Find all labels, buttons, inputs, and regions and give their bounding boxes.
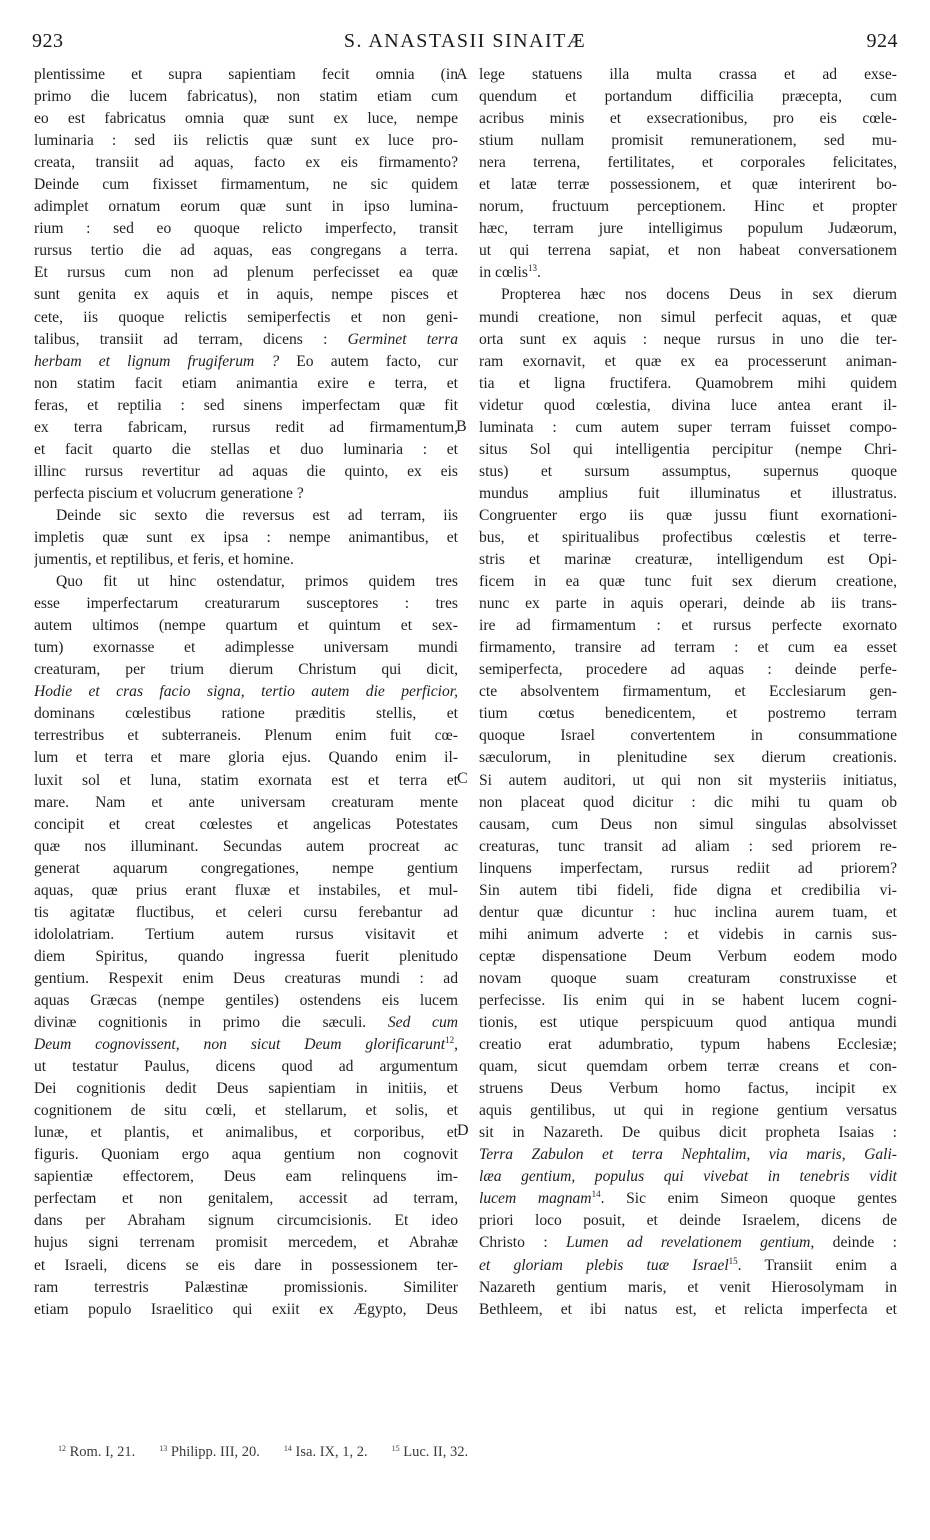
text-run: cognitionem de situ cœli, et stellarum, et solis, et bbox=[34, 1102, 458, 1120]
text-run: Deinde sic sexto die reversus est ad terram, iis bbox=[56, 506, 458, 524]
text-line bbox=[34, 1255, 458, 1277]
text-run: creatio erat adumbratio, typum habens Ecclesiæ; bbox=[479, 1036, 897, 1054]
text-run: deinde : bbox=[814, 1234, 897, 1252]
text-line bbox=[479, 483, 897, 505]
text-line bbox=[34, 858, 458, 880]
text-line bbox=[479, 152, 897, 174]
footnotes bbox=[58, 1444, 890, 1466]
footnote-text: Isa. IX, 1, 2. bbox=[291, 1444, 368, 1460]
text-line bbox=[34, 549, 458, 571]
text-run: sunt genita ex aquis et in aquis, nempe pisces et bbox=[34, 286, 458, 304]
text-run: et Israeli, dicens se eis dare in possessionem ter- bbox=[34, 1256, 458, 1274]
text-line bbox=[34, 329, 458, 351]
text-run: nera terrena, fertilitates, et corporales felicitates, bbox=[479, 154, 897, 172]
text-line bbox=[479, 307, 897, 329]
margin-marker-d: D bbox=[457, 1122, 469, 1139]
text-line bbox=[34, 373, 458, 395]
text-line bbox=[479, 218, 897, 240]
text-line bbox=[34, 880, 458, 902]
text-run: . bbox=[536, 264, 541, 282]
text-line bbox=[479, 549, 897, 571]
text-run: idololatriam. Tertium autem rursus visitavit et bbox=[34, 925, 458, 943]
text-run: Dei cognitionis dedit Deus sapientiam in initiis, et bbox=[34, 1080, 458, 1098]
footnote-ref: 12 bbox=[445, 1035, 455, 1046]
footnote bbox=[58, 1444, 135, 1460]
text-line bbox=[479, 417, 897, 439]
text-run: et facit quarto die stellas et duo luminaria : et bbox=[34, 440, 458, 458]
text-line bbox=[479, 880, 897, 902]
text-line bbox=[34, 262, 458, 284]
text-line bbox=[34, 571, 458, 593]
page-number-right: 924 bbox=[866, 30, 898, 52]
footnote-number: 13 bbox=[159, 1444, 168, 1453]
text-line bbox=[34, 284, 458, 306]
footnote-number: 14 bbox=[283, 1444, 292, 1453]
text-line bbox=[479, 461, 897, 483]
text-run: aquas, quæ prius erant fluxæ et instabiles, et mul- bbox=[34, 881, 458, 899]
text-line bbox=[479, 351, 897, 373]
text-line bbox=[34, 1277, 458, 1299]
footnote-ref: 13 bbox=[527, 263, 537, 274]
text-run: Deinde cum fixisset firmamentum, ne sic quidem bbox=[34, 176, 458, 194]
text-line bbox=[34, 174, 458, 196]
text-line bbox=[479, 946, 897, 968]
text-run: acribus minis et exsecrationibus, pro eis cœle- bbox=[479, 110, 897, 128]
text-run: quam, sicut quemdam orbem terræ creans et con- bbox=[479, 1058, 897, 1076]
text-run: luxit sol et luna, statim exornata est et terra et bbox=[34, 771, 458, 789]
text-line bbox=[34, 924, 458, 946]
text-line bbox=[479, 1122, 897, 1144]
text-run: Bethleem, et ibi natus est, et relicta imperfecta et bbox=[479, 1300, 897, 1318]
text-line bbox=[34, 1122, 458, 1144]
text-line bbox=[34, 417, 458, 439]
text-line bbox=[34, 152, 458, 174]
text-line bbox=[479, 725, 897, 747]
footnote-ref: 15 bbox=[728, 1255, 738, 1266]
text-run: tia et ligna fructifera. Quamobrem mihi quidem bbox=[479, 374, 897, 392]
text-line bbox=[34, 902, 458, 924]
text-run: in cœlis bbox=[479, 264, 528, 282]
text-run: ut testatur Paulus, dicens quod ad argumentum bbox=[34, 1058, 458, 1076]
text-run: bus, et spiritualibus profectibus cœlestis et terre- bbox=[479, 528, 897, 546]
italic-quotation: et gloriam plebis tuæ Israel bbox=[479, 1256, 729, 1274]
text-line bbox=[34, 1034, 458, 1056]
text-line bbox=[34, 351, 458, 373]
text-run: eo est fabricatus omnia quæ sunt ex luce, nempe bbox=[34, 110, 458, 128]
text-line bbox=[34, 1012, 458, 1034]
text-run: novam quoque suam creaturam construxisse et bbox=[479, 969, 897, 987]
text-run: cete, iis quoque relictis semiperfectis et non geni- bbox=[34, 308, 458, 326]
text-run: ram terrestris Palæstinæ promissionis. Similiter bbox=[34, 1278, 458, 1296]
footnote bbox=[159, 1444, 260, 1460]
text-run: Eo autem facto, cur bbox=[279, 352, 458, 370]
text-run: non placeat quod dicitur : dic mihi tu quam ob bbox=[479, 793, 897, 811]
text-run: Propterea hæc nos docens Deus in sex dierum bbox=[501, 286, 897, 304]
text-line bbox=[34, 615, 458, 637]
text-line bbox=[34, 836, 458, 858]
text-line bbox=[479, 792, 897, 814]
text-line bbox=[34, 86, 458, 108]
text-line bbox=[34, 439, 458, 461]
text-line bbox=[479, 968, 897, 990]
text-line bbox=[479, 902, 897, 924]
text-run: priori loco posuit, et deinde Israelem, dicens de bbox=[479, 1212, 897, 1230]
text-run: et latæ terræ possessionem, et quæ interirent bo- bbox=[479, 176, 897, 194]
text-run: rursus tertio die ad aquas, eas congregans a terra. bbox=[34, 242, 458, 260]
text-run: orta sunt ex aquis : neque rursus in uno die ter- bbox=[479, 330, 897, 348]
text-run: tum) exornasse et adimplesse universam mundi bbox=[34, 639, 458, 657]
text-line bbox=[479, 747, 897, 769]
text-line bbox=[479, 924, 897, 946]
text-line bbox=[34, 1299, 458, 1321]
text-line bbox=[479, 836, 897, 858]
text-run: lege statuens illa multa crassa et ad exse- bbox=[479, 66, 897, 83]
text-line bbox=[34, 130, 458, 152]
text-run: . Sic enim Simeon quoque gentes bbox=[600, 1190, 897, 1208]
text-run: luminaria : sed iis relictis quæ sunt ex luce pro- bbox=[34, 132, 458, 150]
text-run: stris et marinæ creaturæ, intelligendum est Opi- bbox=[479, 551, 897, 569]
text-line bbox=[479, 858, 897, 880]
text-run: mare. Nam et ante universam creaturam mente bbox=[34, 793, 458, 811]
text-run: mundus amplius fuit illuminatus et illustratus. bbox=[479, 484, 897, 502]
running-title: S. ANASTASII SINAITÆ bbox=[343, 30, 587, 52]
text-run: tium cœtus benedicentem, et postremo terram bbox=[479, 705, 897, 723]
text-line bbox=[34, 681, 458, 703]
text-run: ex terra fabricam, rursus redit ad firmamentum, bbox=[34, 418, 458, 436]
text-run: gentium. Respexit enim Deus creaturas mundi : ad bbox=[34, 969, 458, 987]
footnote-ref: 14 bbox=[591, 1189, 601, 1200]
text-run: creaturas, tunc transit ad aliam : sed priorem re- bbox=[479, 837, 897, 855]
italic-quotation: Sed cum bbox=[366, 1014, 458, 1032]
text-line bbox=[34, 505, 458, 527]
text-run: causam, cum Deus non simul singulas absolvisset bbox=[479, 815, 897, 833]
text-line bbox=[479, 527, 897, 549]
text-line bbox=[479, 637, 897, 659]
text-line bbox=[479, 329, 897, 351]
text-line bbox=[479, 505, 897, 527]
text-run: ceptæ dispensatione Deum Verbum eodem modo bbox=[479, 947, 897, 965]
text-line bbox=[34, 1056, 458, 1078]
text-line bbox=[479, 593, 897, 615]
text-run: cte absolventem firmamentum, et Ecclesiarum gen- bbox=[479, 683, 897, 701]
text-run: Christo : bbox=[479, 1234, 548, 1252]
text-line bbox=[34, 196, 458, 218]
text-line bbox=[479, 1144, 897, 1166]
text-run: feras, et reptilia : sed sinens imperfectam quæ fit bbox=[34, 396, 458, 414]
text-run: sapientiæ effectorem, Deus eam relinquens im- bbox=[34, 1168, 458, 1186]
italic-quotation: Germinet terra bbox=[327, 330, 458, 348]
text-run: stium nullam promisit remunerationem, sed mu- bbox=[479, 132, 897, 150]
text-run: norum, fructuum perceptionem. Hinc et propter bbox=[479, 198, 897, 216]
text-run: generat aquarum congregationes, nempe gentium bbox=[34, 859, 458, 877]
text-line bbox=[479, 196, 897, 218]
left-column bbox=[34, 64, 458, 1321]
footnote-text: Rom. I, 21. bbox=[66, 1444, 136, 1460]
text-line bbox=[34, 1166, 458, 1188]
text-run: stus) et sursum assumptus, supernus quoque bbox=[479, 462, 897, 480]
text-run: aquas Græcas (nempe gentiles) ostendens eis lucem bbox=[34, 991, 458, 1009]
text-line bbox=[479, 659, 897, 681]
text-line bbox=[479, 240, 897, 262]
footnote-text: Luc. II, 32. bbox=[399, 1444, 469, 1460]
text-line bbox=[479, 1210, 897, 1232]
text-run: divinæ cognitionis in primo die sæculi. bbox=[34, 1014, 367, 1032]
text-line bbox=[479, 1166, 897, 1188]
text-line bbox=[479, 1034, 897, 1056]
text-line bbox=[34, 1100, 458, 1122]
text-line bbox=[34, 792, 458, 814]
italic-quotation: lucem magnam bbox=[479, 1190, 592, 1208]
text-run: lum et terra et mare gloria ejus. Quando enim il- bbox=[34, 749, 458, 767]
text-run: non statim facit etiam animantia exire e terra, et bbox=[34, 374, 458, 392]
text-run: firmamento, transire ad terram : et cum ea esset bbox=[479, 639, 897, 657]
text-line bbox=[479, 395, 897, 417]
text-run: semiperfecta, procedere ad aquas : deinde perfe- bbox=[479, 661, 897, 679]
text-run: Nazareth gentium maris, et venit Hierosolymam in bbox=[479, 1278, 897, 1296]
text-line bbox=[479, 284, 897, 306]
text-line bbox=[34, 527, 458, 549]
text-line bbox=[34, 461, 458, 483]
text-line bbox=[479, 1100, 897, 1122]
text-run: autem ultimos (nempe quartum et quintum et sex- bbox=[34, 617, 458, 635]
text-line bbox=[479, 1255, 897, 1277]
text-line bbox=[479, 1299, 897, 1321]
text-run: Sin autem tibi fideli, fide digna et credibilia vi- bbox=[479, 881, 897, 899]
text-line bbox=[479, 615, 897, 637]
text-run: situs Sol qui intelligentia percipitur (nempe Chri- bbox=[479, 440, 897, 458]
text-run: impletis quæ sunt ex ipsa : nempe animantibus, et bbox=[34, 528, 458, 546]
italic-quotation: Hodie et cras facio signa, tertio autem die perficior, bbox=[34, 683, 458, 701]
text-line bbox=[479, 571, 897, 593]
text-run: rium : sed eo quoque relicto imperfecto, transit bbox=[34, 220, 458, 238]
footnote-number: 15 bbox=[391, 1444, 400, 1453]
text-line bbox=[479, 1056, 897, 1078]
text-line bbox=[479, 1277, 897, 1299]
text-run: talibus, transiit ad terram, dicens : bbox=[34, 330, 328, 348]
text-line bbox=[479, 373, 897, 395]
text-line bbox=[479, 174, 897, 196]
text-line bbox=[34, 747, 458, 769]
italic-quotation: Terra Zabulon et terra Nephtalim, via maris, Gali- bbox=[479, 1146, 897, 1164]
text-line bbox=[479, 990, 897, 1012]
text-line bbox=[34, 659, 458, 681]
text-line bbox=[34, 725, 458, 747]
text-run: linquens imperfectam, rursus rediit ad priorem? bbox=[479, 859, 897, 877]
text-line bbox=[34, 1144, 458, 1166]
text-run: Et rursus cum non ad plenum perfecisset ea quæ bbox=[34, 264, 458, 282]
text-line bbox=[34, 307, 458, 329]
italic-quotation: Lumen ad revelationem gentium, bbox=[547, 1234, 815, 1252]
text-line bbox=[479, 681, 897, 703]
text-run: aquis gentilibus, ut qui in regione gentium versatus bbox=[479, 1102, 897, 1120]
right-column bbox=[479, 64, 897, 1321]
text-line bbox=[479, 86, 897, 108]
text-run: struens Deus Verbum homo factus, incipit ex bbox=[479, 1080, 897, 1098]
text-run: concipit et creat cœlestes et angelicas Potestates bbox=[34, 815, 458, 833]
text-line bbox=[479, 130, 897, 152]
text-run: jumentis, et reptilibus, et feris, et homine. bbox=[34, 551, 294, 569]
margin-marker-a: A bbox=[456, 66, 468, 83]
text-run: primo die lucem fabricatus), non statim etiam cum bbox=[34, 88, 458, 106]
margin-marker-b: B bbox=[456, 418, 467, 435]
text-run: quendum et portandum difficilia præcepta, cum bbox=[479, 88, 897, 106]
text-run: illinc rursus revertitur ad aquas die quinto, ex eis bbox=[34, 462, 458, 480]
text-line bbox=[479, 1078, 897, 1100]
text-run: ire ad firmamentum : et rursus perfecte exornato bbox=[479, 617, 897, 635]
text-run: diem Spiritus, quando ingressa fuerit plenitudo bbox=[34, 947, 458, 965]
text-run: ut qui terrena sapiat, et non habeat conversationem bbox=[479, 242, 897, 260]
italic-quotation: Deum cognovissent, non sicut Deum glorificarunt bbox=[34, 1036, 446, 1054]
text-run: etiam populo Israelitico qui exiit ex Ægypto, Deus bbox=[34, 1300, 458, 1318]
text-line bbox=[34, 1232, 458, 1254]
text-run: hujus signi terrenam promisit mercedem, et Abrahæ bbox=[34, 1234, 458, 1252]
text-run: Congruenter ergo iis quæ jussu fiunt exornationi- bbox=[479, 506, 897, 524]
text-line bbox=[34, 770, 458, 792]
text-line bbox=[34, 64, 458, 86]
text-line bbox=[34, 703, 458, 725]
text-line bbox=[34, 1078, 458, 1100]
text-line bbox=[479, 1232, 897, 1254]
text-run: ram exornavit, et quæ ex ea processerunt animan- bbox=[479, 352, 897, 370]
text-line bbox=[479, 64, 897, 86]
text-run: Quo fit ut hinc ostendatur, primos quidem tres bbox=[56, 573, 458, 591]
text-run: dentur quæ dicuntur : huc inclina aurem tuam, et bbox=[479, 903, 897, 921]
text-line bbox=[479, 1188, 897, 1210]
text-run: tis agitatæ fluctibus, et celeri cursu ferebantur ad bbox=[34, 903, 458, 921]
footnote-text: Philipp. III, 20. bbox=[167, 1444, 260, 1460]
text-run: perfecta piscium et volucrum generatione ? bbox=[34, 484, 304, 502]
text-run: perfecisse. Iis enim qui in se habent lucem cogni- bbox=[479, 991, 897, 1009]
text-run: sæculorum, in plenitudine sex dierum creationis. bbox=[479, 749, 897, 767]
text-line bbox=[34, 395, 458, 417]
page-number-left: 923 bbox=[32, 30, 64, 52]
text-run: luminata : cum autem super terram fuisset compo- bbox=[479, 418, 897, 436]
text-line bbox=[34, 637, 458, 659]
text-line bbox=[34, 1210, 458, 1232]
text-run: adimplet ornatum eorum quæ sunt in ipso lumina- bbox=[34, 198, 458, 216]
text-run: dominans cœlestibus ratione præditis stellis, et bbox=[34, 705, 458, 723]
text-line bbox=[34, 814, 458, 836]
text-line bbox=[34, 946, 458, 968]
text-run: ficem in ea quæ tunc fuit sex dierum creatione, bbox=[479, 573, 897, 591]
text-run: creaturam, per trium dierum Christum qui dicit, bbox=[34, 661, 458, 679]
text-run: . Transiit enim a bbox=[737, 1256, 897, 1274]
text-line bbox=[479, 1012, 897, 1034]
text-line bbox=[34, 240, 458, 262]
italic-quotation: herbam et lignum frugiferum ? bbox=[34, 352, 280, 370]
text-line bbox=[479, 439, 897, 461]
text-run: hæc, terram jure intelligimus populum Judæorum, bbox=[479, 220, 897, 238]
text-run: mihi animum adverte : et videbis in carnis sus- bbox=[479, 925, 897, 943]
text-line bbox=[479, 703, 897, 725]
text-run: lunæ, et plantis, et animalibus, et corporibus, et bbox=[34, 1124, 458, 1142]
text-line bbox=[34, 1188, 458, 1210]
text-run: tionis, est utique perspicuum quod antiqua mundi bbox=[479, 1014, 897, 1032]
footnote bbox=[392, 1444, 468, 1460]
italic-quotation: læa gentium, populus qui vivebat in tenebris vidit bbox=[479, 1168, 897, 1186]
text-run: Si autem auditori, ut qui non sit mysteriis initiatus, bbox=[479, 771, 897, 789]
text-line bbox=[34, 593, 458, 615]
text-run: figuris. Quoniam ergo aqua gentium non cognovit bbox=[34, 1146, 458, 1164]
text-run: nunc ex parte in aquis operari, deinde ab iis trans- bbox=[479, 595, 897, 613]
text-run: perfectam et non genitalem, accessit ad terram, bbox=[34, 1190, 458, 1208]
text-run: terrestribus et subterraneis. Plenum enim fuit cœ- bbox=[34, 727, 458, 745]
text-line bbox=[34, 483, 458, 505]
text-line bbox=[34, 990, 458, 1012]
text-run: dans per Abraham signum circumcisionis. Et ideo bbox=[34, 1212, 458, 1230]
text-run: sit in Nazareth. De quibus dicit propheta Isaias : bbox=[479, 1124, 897, 1142]
text-run: plentissime et supra sapientiam fecit omnia (in bbox=[34, 66, 458, 83]
footnote-number: 12 bbox=[58, 1444, 66, 1453]
text-line bbox=[479, 770, 897, 792]
margin-marker-c: C bbox=[457, 770, 468, 787]
footnote bbox=[284, 1444, 368, 1460]
text-line bbox=[479, 814, 897, 836]
text-run: creata, transiit ad aquas, facto ex eis firmamento? bbox=[34, 154, 458, 172]
text-run: quoque Israel convertentem in consummatione bbox=[479, 727, 897, 745]
text-run: mundi creatione, non simul perfecit aquas, et quæ bbox=[479, 308, 897, 326]
text-run: videtur quod cœlestia, divina luce antea erant il- bbox=[479, 396, 897, 414]
text-run: , bbox=[454, 1036, 458, 1054]
text-line bbox=[34, 968, 458, 990]
page-header bbox=[32, 30, 898, 58]
text-line bbox=[479, 262, 897, 284]
text-line bbox=[34, 218, 458, 240]
text-run: quæ nos illuminant. Secundas autem procreat ac bbox=[34, 837, 458, 855]
text-run: esse imperfectarum creaturarum susceptores : tres bbox=[34, 595, 458, 613]
text-line bbox=[479, 108, 897, 130]
text-line bbox=[34, 108, 458, 130]
